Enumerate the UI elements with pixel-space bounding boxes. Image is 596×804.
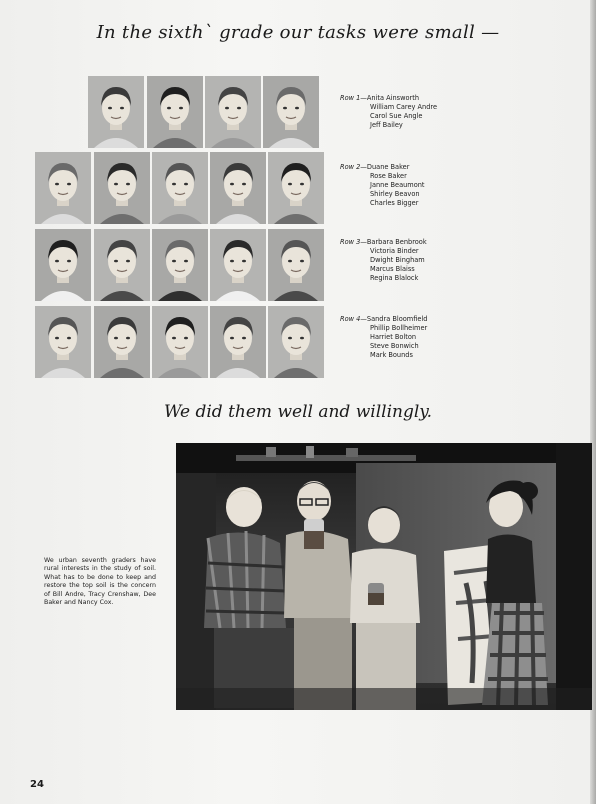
student-portrait — [210, 306, 266, 378]
student-name: William Carey Andre — [370, 103, 438, 112]
student-portrait — [94, 306, 150, 378]
student-name: Regina Blalock — [370, 274, 419, 283]
student-name: Rose Baker — [370, 172, 407, 181]
student-portrait — [152, 229, 208, 301]
student-name: Shirley Beavon — [370, 190, 420, 199]
student-portrait — [205, 76, 261, 148]
names-row-2 — [340, 163, 425, 208]
student-portrait — [94, 229, 150, 301]
student-name: Phillip Bollheimer — [370, 324, 428, 333]
student-name: Jeff Bailey — [370, 121, 403, 130]
middle-heading: We did them well and willingly. — [163, 402, 433, 422]
student-name: Barbara Benbrook — [366, 238, 427, 246]
names-row-3 — [340, 238, 427, 283]
student-name: Janne Beaumont — [370, 181, 425, 190]
student-portrait — [35, 306, 91, 378]
student-portrait — [88, 76, 144, 148]
student-portrait — [268, 306, 324, 378]
row-label: Row 1— — [340, 94, 367, 102]
student-portrait — [152, 152, 208, 224]
student-name: Sandra Bloomfield — [366, 315, 428, 323]
student-name: Marcus Blaiss — [370, 265, 415, 274]
student-portrait — [210, 229, 266, 301]
student-portrait — [210, 152, 266, 224]
student-name: Dwight Bingham — [370, 256, 425, 265]
student-portrait — [268, 152, 324, 224]
classroom-photo — [176, 443, 592, 710]
page-number: 24 — [30, 779, 44, 790]
student-name: Steve Bonwich — [370, 342, 419, 351]
names-row-4 — [340, 315, 427, 360]
student-portrait — [147, 76, 203, 148]
student-name: Duane Baker — [366, 163, 410, 171]
student-portrait — [35, 152, 91, 224]
names-row-1 — [340, 94, 437, 130]
student-portrait — [152, 306, 208, 378]
student-name: Anita Ainsworth — [366, 94, 420, 102]
student-name: Carol Sue Angle — [370, 112, 423, 121]
student-name: Mark Bounds — [370, 351, 413, 360]
classroom-photo-illustration — [176, 443, 592, 710]
student-name: Harriet Bolton — [370, 333, 417, 342]
student-portrait — [35, 229, 91, 301]
student-name: Victoria Binder — [370, 247, 419, 256]
student-name: Charles Bigger — [370, 199, 419, 208]
student-portrait — [94, 152, 150, 224]
row-label: Row 4— — [340, 315, 367, 323]
row-label: Row 2— — [340, 163, 367, 171]
row-label: Row 3— — [340, 238, 367, 246]
student-portrait — [263, 76, 319, 148]
student-portrait — [268, 229, 324, 301]
photo-caption: We urban seventh graders have rural interests in the study of soil. What has to be done to keep and restore the top soil is the concern of Bill Andre, Tracy Crenshaw, Dee Baker and Nancy Cox. — [44, 557, 156, 607]
top-heading: In the sixth` grade our tasks were small — — [96, 22, 500, 43]
